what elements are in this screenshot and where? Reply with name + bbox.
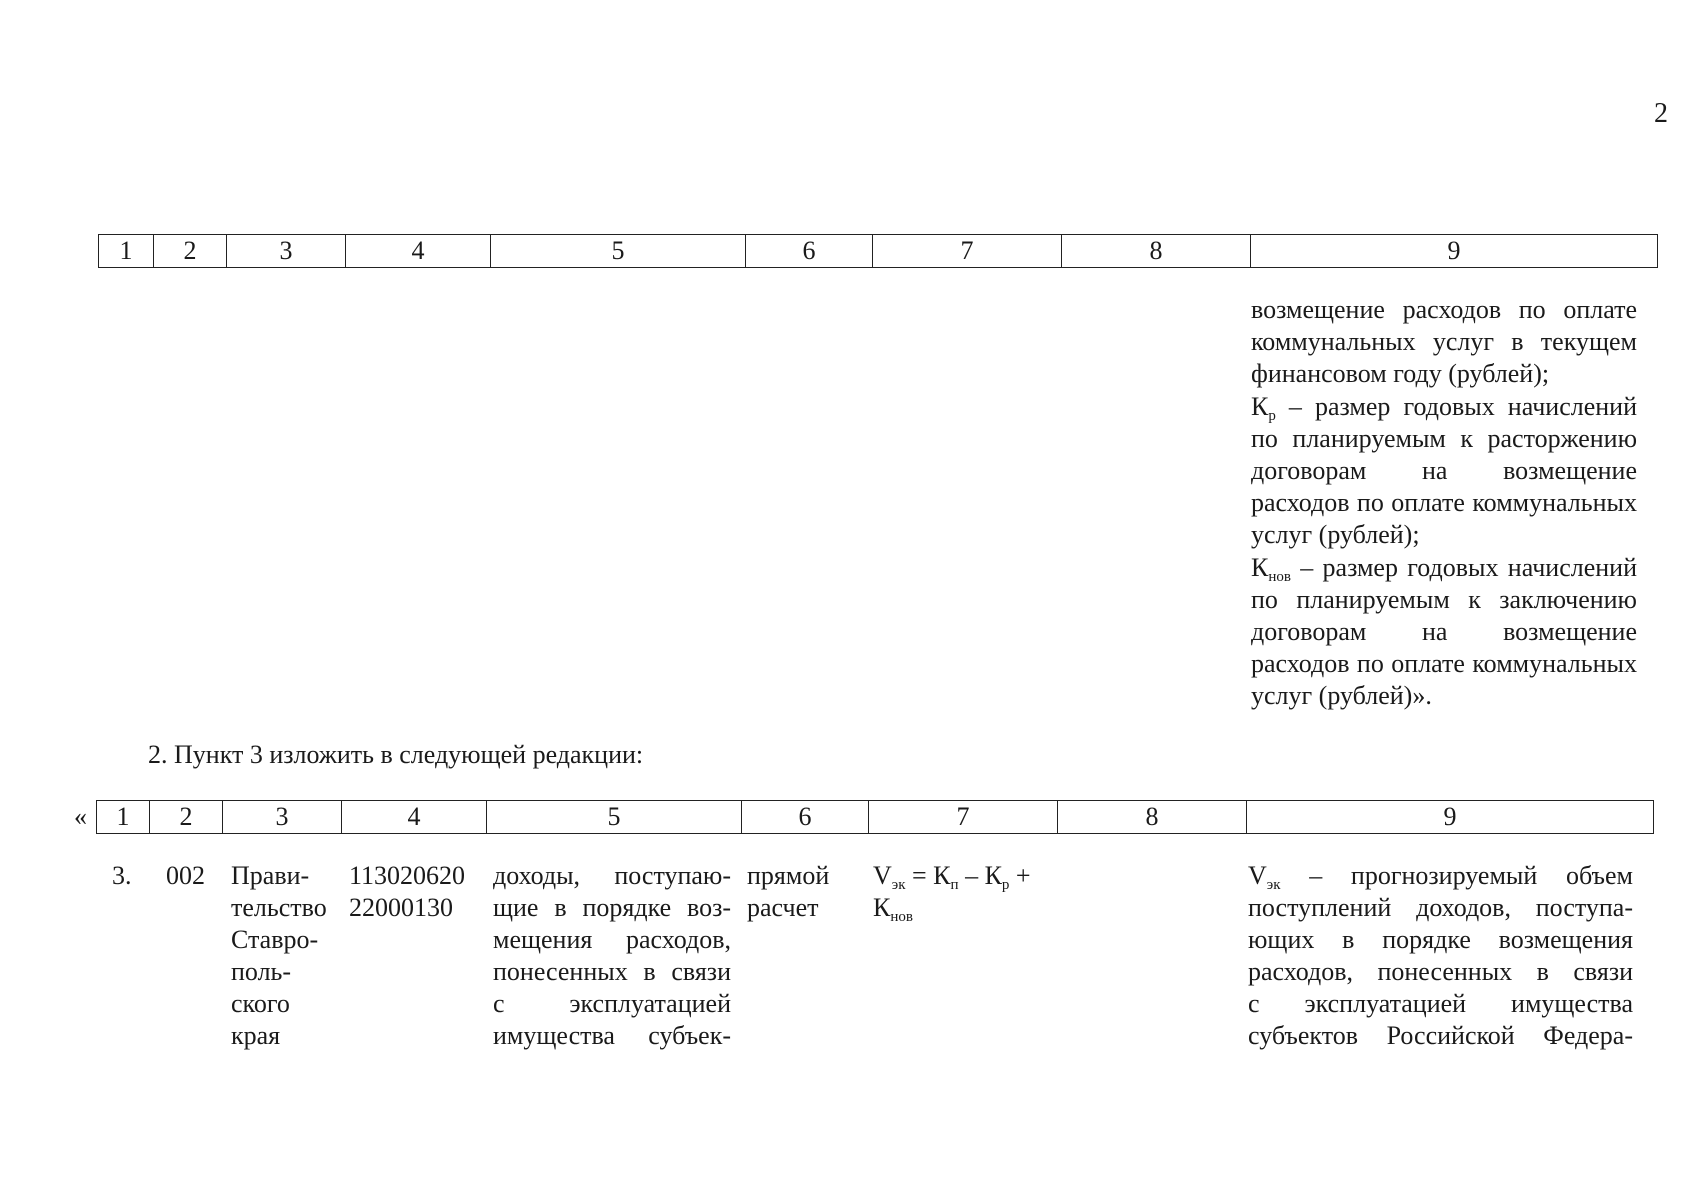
knov-definition: $К_{нов}$ – размер годовых начислений по планируемым к заключению договорам на возмещение расходов по оплате коммунальных услуг (рублей)».	[1251, 552, 1637, 711]
header-col-1: 1	[99, 235, 154, 268]
col9-paragraph-1: возмещение расходов по оплате коммунальных услуг в текущем финансовом году (рублей);	[1251, 295, 1637, 389]
row-formula	[873, 860, 1073, 924]
header2-col-8: 8	[1058, 801, 1247, 834]
org-line: ского	[231, 989, 290, 1018]
header-col-6: 6	[746, 235, 873, 268]
method-line: расчет	[747, 893, 819, 922]
header2-col-7: 7	[869, 801, 1058, 834]
kp-definition: $К_р$ – размер годовых начислений по планируемым к расторжению договорам на возмещение расходов по оплате коммунальных услуг (рублей);	[1251, 391, 1637, 550]
header-col-8: 8	[1062, 235, 1251, 268]
formula-line-2: $К_{нов}$	[873, 893, 913, 925]
header-col-2: 2	[154, 235, 227, 268]
org-line: поль-	[231, 957, 292, 986]
kbk-line: 113020620	[349, 861, 466, 890]
header2-col-4: 4	[342, 801, 487, 834]
income-line: доходы, поступаю-	[493, 861, 731, 890]
opening-quote: «	[74, 802, 87, 831]
row-code: 002	[166, 861, 205, 890]
header2-col-2: 2	[150, 801, 223, 834]
desc-line: ющих в порядке возмещения	[1248, 925, 1633, 954]
org-line: края	[231, 1021, 281, 1050]
income-line: понесенных в связи	[493, 957, 731, 986]
column-number-header-table	[98, 234, 1658, 268]
desc-line: субъектов Российской Федера-	[1248, 1021, 1633, 1050]
header2-col-1: 1	[97, 801, 150, 834]
org-line: Прави-	[231, 861, 310, 890]
header2-col-9: 9	[1247, 801, 1654, 834]
header-col-4: 4	[346, 235, 491, 268]
desc-line: расходов, понесенных в связи	[1248, 957, 1633, 986]
amendment-heading: 2. Пункт 3 изложить в следующей редакции:	[148, 740, 644, 769]
header-col-3: 3	[227, 235, 346, 268]
column-9-continuation-text	[1251, 294, 1637, 713]
row-kbk-code	[349, 860, 479, 924]
desc-line: поступлений доходов, поступа-	[1248, 893, 1633, 922]
row-organization	[231, 860, 341, 1052]
column-number-header-table-2	[96, 800, 1654, 834]
income-line: щие в порядке воз-	[493, 893, 731, 922]
page-number: 2	[1654, 98, 1668, 129]
header-col-5: 5	[491, 235, 746, 268]
header-col-9: 9	[1251, 235, 1658, 268]
org-line: тельство	[231, 893, 327, 922]
income-line: с эксплуатацией	[493, 989, 731, 1018]
income-line: мещения расходов,	[493, 925, 731, 954]
row-number: 3.	[112, 861, 132, 890]
method-line: прямой	[747, 861, 830, 890]
org-line: Ставро-	[231, 925, 319, 954]
formula-line-1: $V_{эк} = К_п - К_р$ +	[873, 861, 1031, 893]
kbk-line: 22000130	[349, 893, 453, 922]
header2-col-6: 6	[742, 801, 869, 834]
row-description	[1248, 860, 1633, 1052]
header2-col-5: 5	[487, 801, 742, 834]
row-method	[747, 860, 857, 924]
header-col-7: 7	[873, 235, 1062, 268]
row-income-name	[493, 860, 731, 1052]
header2-col-3: 3	[223, 801, 342, 834]
income-line: имущества субъек-	[493, 1021, 731, 1050]
desc-line: $V_{эк}$ – прогнозируемый объем	[1248, 861, 1633, 893]
desc-line: с эксплуатацией имущества	[1248, 989, 1633, 1018]
